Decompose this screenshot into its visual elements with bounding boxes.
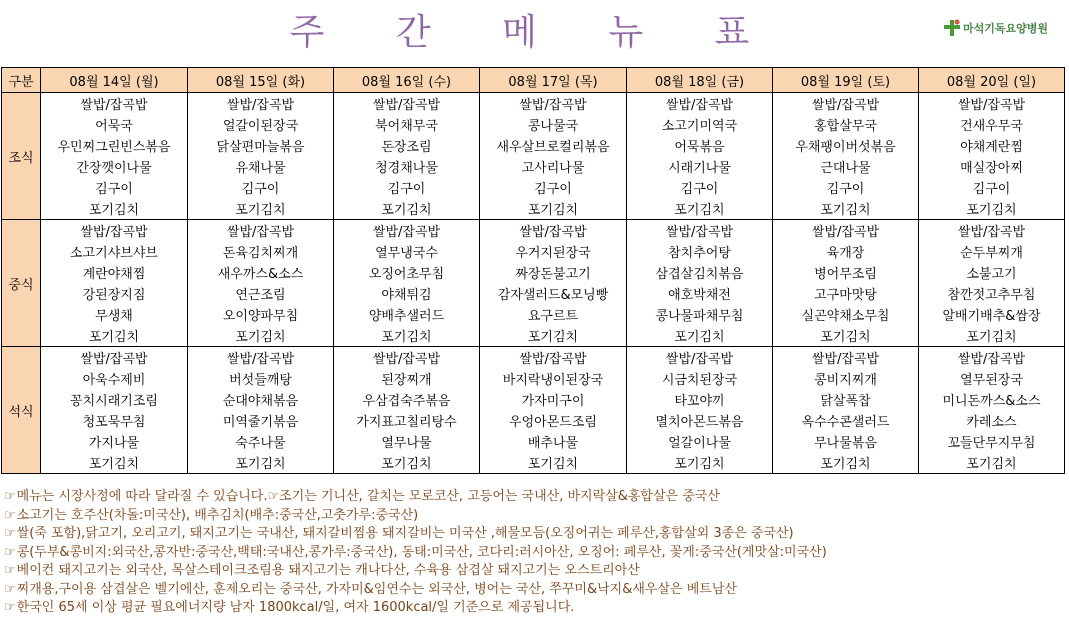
day-header: 08월 19일 (토) — [773, 68, 919, 93]
menu-item: 포기김치 — [188, 198, 334, 220]
menu-item: 근대나물 — [773, 156, 919, 177]
menu-item: 소고기샤브샤브 — [41, 241, 188, 262]
pointing-hand-icon: ☞ — [4, 600, 16, 615]
menu-item: 포기김치 — [627, 198, 773, 220]
note-line — [4, 581, 1066, 600]
menu-row — [2, 368, 1065, 389]
menu-item: 쌀밥/잡곡밥 — [188, 347, 334, 369]
menu-item: 미역줄기볶음 — [188, 410, 334, 431]
menu-item: 포기김치 — [41, 198, 188, 220]
menu-item: 고구마맛탕 — [773, 283, 919, 304]
menu-item: 김구이 — [627, 177, 773, 198]
menu-row — [2, 220, 1065, 242]
menu-item: 콩나물파채무침 — [627, 304, 773, 325]
menu-item: 바지락냉이된장국 — [480, 368, 627, 389]
note-text: 찌개용,구이용 삼겹살은 벨기에산, 훈제오리는 중국산, 가자미&임연수는 외국산, 병어는 국산, 쭈꾸미&낙지&새우살은 베트남산 — [16, 581, 737, 597]
menu-item: 홍합살무국 — [773, 114, 919, 135]
menu-item: 짜장돈불고기 — [480, 262, 627, 283]
menu-item: 쌀밥/잡곡밥 — [480, 93, 627, 115]
menu-item: 김구이 — [919, 177, 1065, 198]
menu-item: 우민찌그린빈스볶음 — [41, 135, 188, 156]
menu-item: 김구이 — [334, 177, 480, 198]
menu-item: 감자샐러드&모닝빵 — [480, 283, 627, 304]
menu-item: 멸치아몬드볶음 — [627, 410, 773, 431]
menu-item: 우삼겹숙주볶음 — [334, 389, 480, 410]
menu-item: 우채팽이버섯볶음 — [773, 135, 919, 156]
menu-item: 포기김치 — [773, 452, 919, 474]
menu-item: 강된장지짐 — [41, 283, 188, 304]
day-header: 08월 20일 (일) — [919, 68, 1065, 93]
menu-row — [2, 452, 1065, 474]
menu-item: 쌀밥/잡곡밥 — [773, 220, 919, 242]
menu-item: 쌀밥/잡곡밥 — [480, 347, 627, 369]
menu-item: 포기김치 — [480, 325, 627, 347]
menu-item: 참치추어탕 — [627, 241, 773, 262]
menu-item: 참깐젓고추무침 — [919, 283, 1065, 304]
note-line — [4, 525, 1066, 544]
menu-item: 김구이 — [41, 177, 188, 198]
note-line — [4, 507, 1066, 526]
menu-item: 요구르트 — [480, 304, 627, 325]
menu-row — [2, 93, 1065, 115]
menu-item: 병어무조림 — [773, 262, 919, 283]
menu-item: 카레소스 — [919, 410, 1065, 431]
menu-item: 쌀밥/잡곡밥 — [627, 220, 773, 242]
menu-item: 고사리나물 — [480, 156, 627, 177]
menu-item: 무생채 — [41, 304, 188, 325]
note-line — [4, 488, 1066, 507]
menu-item: 매실장아찌 — [919, 156, 1065, 177]
menu-item: 김구이 — [188, 177, 334, 198]
menu-item: 애호박채전 — [627, 283, 773, 304]
menu-item: 포기김치 — [188, 452, 334, 474]
menu-item: 쌀밥/잡곡밥 — [334, 93, 480, 115]
menu-item: 새우살브로컬리볶음 — [480, 135, 627, 156]
menu-item: 간장깻이나물 — [41, 156, 188, 177]
weekly-menu-table — [1, 67, 1065, 474]
menu-item: 야채계란찜 — [919, 135, 1065, 156]
note-text: 한국인 65세 이상 평균 필요에너지량 남자 1800kcal/일, 여자 1600kcal/일 기준으로 제공됩니다. — [16, 600, 575, 615]
menu-item: 열무된장국 — [919, 368, 1065, 389]
pointing-hand-icon: ☞ — [4, 489, 16, 504]
menu-item: 버섯들깨탕 — [188, 368, 334, 389]
menu-item: 야채튀김 — [334, 283, 480, 304]
menu-item: 가지표고칠리탕수 — [334, 410, 480, 431]
menu-row — [2, 389, 1065, 410]
day-header: 08월 18일 (금) — [627, 68, 773, 93]
menu-row — [2, 114, 1065, 135]
menu-item: 어묵볶음 — [627, 135, 773, 156]
menu-item: 포기김치 — [919, 452, 1065, 474]
pointing-hand-icon: ☞ — [4, 544, 16, 560]
menu-item: 포기김치 — [480, 452, 627, 474]
note-text: 쌀(죽 포함),닭고기, 오리고기, 돼지고기는 국내산, 돼지갈비찜용 돼지갈비는 미국산 ,해물모듬(오징어귀는 페루산,홍합살외 3종은 중국산) — [16, 526, 794, 541]
menu-item: 무나물볶음 — [773, 431, 919, 452]
menu-item: 어묵국 — [41, 114, 188, 135]
menu-item: 소고기미역국 — [627, 114, 773, 135]
menu-item: 새우까스&소스 — [188, 262, 334, 283]
menu-item: 순두부찌개 — [919, 241, 1065, 262]
menu-item: 얼갈이된장국 — [188, 114, 334, 135]
menu-row — [2, 347, 1065, 369]
menu-item: 닭살편마늘볶음 — [188, 135, 334, 156]
menu-item: 김구이 — [773, 177, 919, 198]
hospital-logo-icon — [943, 19, 961, 37]
day-header: 08월 17일 (목) — [480, 68, 627, 93]
menu-item: 쌀밥/잡곡밥 — [919, 220, 1065, 242]
note-text: 베이컨 돼지고기는 외국산, 목살스테이크조림용 돼지고기는 캐나다산, 수육용 삼겹살 돼지고기는 오스트리아산 — [16, 563, 640, 578]
menu-item: 오징어초무침 — [334, 262, 480, 283]
menu-row — [2, 198, 1065, 220]
menu-item: 쌀밥/잡곡밥 — [773, 93, 919, 115]
menu-item: 계란야채찜 — [41, 262, 188, 283]
hospital-name: 마석기독요양병원 — [963, 22, 1049, 35]
menu-item: 포기김치 — [480, 198, 627, 220]
notes-section — [4, 488, 1066, 618]
menu-item: 숙주나물 — [188, 431, 334, 452]
menu-item: 닭살폭찹 — [773, 389, 919, 410]
menu-item: 열무냉국수 — [334, 241, 480, 262]
page-title: 주 간 메 뉴 표 — [289, 12, 780, 53]
menu-item: 소불고기 — [919, 262, 1065, 283]
menu-item: 포기김치 — [334, 325, 480, 347]
menu-item: 건새우무국 — [919, 114, 1065, 135]
note-text: 메뉴는 시장사정에 따라 달라질 수 있습니다.☞조기는 기니산, 갈치는 모로코산, 고등어는 국내산, 바지락살&홍합살은 중국산 — [16, 489, 720, 504]
menu-item: 포기김치 — [773, 198, 919, 220]
menu-item: 김구이 — [480, 177, 627, 198]
menu-item: 포기김치 — [919, 198, 1065, 220]
menu-row — [2, 156, 1065, 177]
corner-header: 구분 — [2, 68, 41, 93]
note-text: 소고기는 호주산(차돌:미국산), 배추김치(배추:중국산,고춧가루:중국산) — [16, 507, 419, 523]
menu-item: 쌀밥/잡곡밥 — [919, 347, 1065, 369]
menu-item: 포기김치 — [41, 325, 188, 347]
menu-item: 얼갈이나물 — [627, 431, 773, 452]
menu-item: 콩나물국 — [480, 114, 627, 135]
menu-item: 쌀밥/잡곡밥 — [627, 93, 773, 115]
note-text: 콩(두부&콩비지:외국산,콩자반:중국산,백태:국내산,콩가루:중국산), 동태:미국산, 코다리:러시아산, 오징어: 페루산, 꽃게:중국산(게맛살:미국산) — [16, 544, 827, 560]
menu-item: 배추나물 — [480, 431, 627, 452]
menu-item: 알배기배추&쌈장 — [919, 304, 1065, 325]
day-header: 08월 15일 (화) — [188, 68, 334, 93]
menu-item: 쌀밥/잡곡밥 — [334, 347, 480, 369]
menu-item: 우엉아몬드조림 — [480, 410, 627, 431]
menu-item: 돈육김치찌개 — [188, 241, 334, 262]
menu-item: 삼겹살김치볶음 — [627, 262, 773, 283]
menu-item: 아욱수제비 — [41, 368, 188, 389]
menu-item: 미니돈까스&소스 — [919, 389, 1065, 410]
menu-item: 된장찌개 — [334, 368, 480, 389]
menu-item: 옥수수콘샐러드 — [773, 410, 919, 431]
menu-item: 우거지된장국 — [480, 241, 627, 262]
hospital-logo — [943, 18, 1048, 38]
pointing-hand-icon: ☞ — [4, 507, 16, 523]
menu-item: 쌀밥/잡곡밥 — [919, 93, 1065, 115]
menu-item: 포기김치 — [188, 325, 334, 347]
menu-item: 가자미구이 — [480, 389, 627, 410]
pointing-hand-icon: ☞ — [4, 563, 16, 578]
menu-item: 쌀밥/잡곡밥 — [41, 347, 188, 369]
menu-item: 쌀밥/잡곡밥 — [188, 220, 334, 242]
menu-row — [2, 283, 1065, 304]
note-line — [4, 544, 1066, 563]
pointing-hand-icon: ☞ — [4, 581, 16, 597]
menu-item: 오이양파무침 — [188, 304, 334, 325]
menu-row — [2, 177, 1065, 198]
menu-item: 가지나물 — [41, 431, 188, 452]
menu-item: 포기김치 — [334, 452, 480, 474]
meal-label: 중식 — [2, 220, 41, 347]
menu-item: 실곤약채소무침 — [773, 304, 919, 325]
day-header: 08월 16일 (수) — [334, 68, 480, 93]
menu-item: 청경채나물 — [334, 156, 480, 177]
menu-item: 콩비지찌개 — [773, 368, 919, 389]
menu-item: 열무나물 — [334, 431, 480, 452]
menu-item: 쌀밥/잡곡밥 — [627, 347, 773, 369]
menu-item: 시금치된장국 — [627, 368, 773, 389]
menu-row — [2, 325, 1065, 347]
meal-label: 조식 — [2, 93, 41, 220]
note-line — [4, 599, 1066, 618]
menu-item: 포기김치 — [627, 325, 773, 347]
day-header: 08월 14일 (월) — [41, 68, 188, 93]
menu-row — [2, 262, 1065, 283]
menu-item: 꽁치시래기조림 — [41, 389, 188, 410]
menu-item: 쌀밥/잡곡밥 — [480, 220, 627, 242]
menu-item: 꼬들단무지무침 — [919, 431, 1065, 452]
menu-item: 돈장조림 — [334, 135, 480, 156]
pointing-hand-icon: ☞ — [4, 526, 16, 541]
menu-item: 유채나물 — [188, 156, 334, 177]
menu-item: 포기김치 — [773, 325, 919, 347]
menu-item: 청포묵무침 — [41, 410, 188, 431]
menu-item: 타꼬야끼 — [627, 389, 773, 410]
menu-item: 쌀밥/잡곡밥 — [41, 93, 188, 115]
note-line — [4, 562, 1066, 581]
menu-item: 북어채무국 — [334, 114, 480, 135]
menu-item: 포기김치 — [919, 325, 1065, 347]
menu-row — [2, 304, 1065, 325]
menu-row — [2, 431, 1065, 452]
menu-item: 쌀밥/잡곡밥 — [334, 220, 480, 242]
menu-row — [2, 410, 1065, 431]
meal-label: 석식 — [2, 347, 41, 474]
menu-item: 포기김치 — [627, 452, 773, 474]
menu-item: 포기김치 — [334, 198, 480, 220]
menu-item: 연근조림 — [188, 283, 334, 304]
menu-item: 쌀밥/잡곡밥 — [773, 347, 919, 369]
menu-item: 포기김치 — [41, 452, 188, 474]
menu-row — [2, 241, 1065, 262]
menu-item: 시래기나물 — [627, 156, 773, 177]
menu-item: 쌀밥/잡곡밥 — [188, 93, 334, 115]
menu-item: 순대야채볶음 — [188, 389, 334, 410]
header-row — [2, 68, 1065, 93]
menu-item: 쌀밥/잡곡밥 — [41, 220, 188, 242]
menu-item: 양배추샐러드 — [334, 304, 480, 325]
menu-row — [2, 135, 1065, 156]
menu-item: 육개장 — [773, 241, 919, 262]
